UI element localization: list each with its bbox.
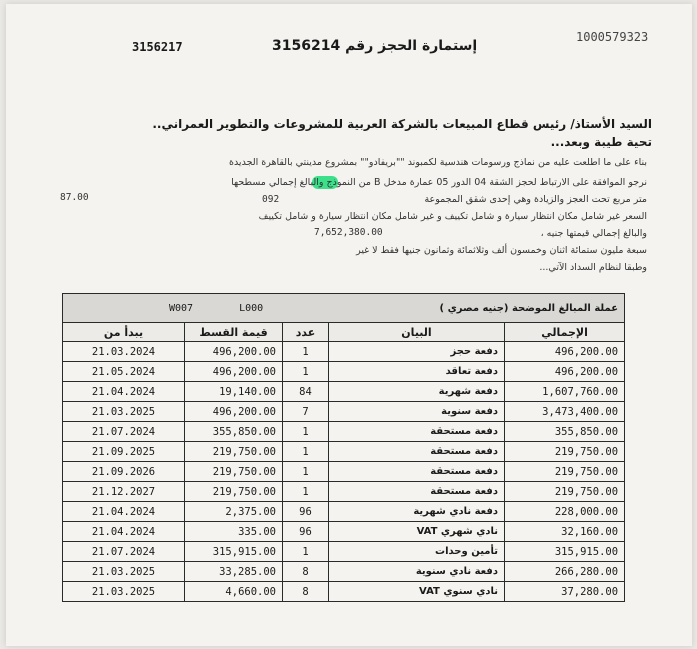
cell-installment: 496,200.00 xyxy=(185,402,283,422)
cell-total: 32,160.00 xyxy=(505,522,625,542)
cell-installment: 315,915.00 xyxy=(185,542,283,562)
col-description: البيان xyxy=(329,323,505,342)
cell-description: دفعة مستحقة xyxy=(329,442,505,462)
group-number: 092 xyxy=(262,194,280,205)
cell-installment: 4,660.00 xyxy=(185,582,283,602)
cell-description: VAT نادي سنوي xyxy=(329,582,505,602)
letter-line: السعر غير شامل مكان انتظار سيارة و شامل تكييف و غير شامل مكان انتظار سيارة و شامل تكييف xyxy=(258,211,647,222)
cell-total: 228,000.00 xyxy=(505,502,625,522)
cell-count: 1 xyxy=(283,422,329,442)
document-number: 1000579323 xyxy=(576,30,649,44)
table-row xyxy=(63,442,625,462)
greeting: تحية طيبة وبعد... xyxy=(550,135,652,149)
col-total: الإجمالي xyxy=(505,323,625,342)
table-row xyxy=(63,482,625,502)
cell-total: 219,750.00 xyxy=(505,462,625,482)
col-count: عدد xyxy=(283,323,329,342)
cell-description: دفعة نادي شهرية xyxy=(329,502,505,522)
cell-installment: 219,750.00 xyxy=(185,462,283,482)
cell-count: 96 xyxy=(283,522,329,542)
cell-total: 37,280.00 xyxy=(505,582,625,602)
cell-count: 8 xyxy=(283,582,329,602)
cell-start-date: 21.07.2024 xyxy=(63,542,185,562)
currency-label: عملة المبالغ الموضحة (جنيه مصري ) xyxy=(283,294,625,323)
cell-start-date: 21.09.2026 xyxy=(63,462,185,482)
cell-installment: 219,750.00 xyxy=(185,482,283,502)
cell-total: 496,200.00 xyxy=(505,362,625,382)
cell-description: دفعة حجز xyxy=(329,342,505,362)
cell-description: دفعة نادي سنوية xyxy=(329,562,505,582)
form-title: إستمارة الحجز رقم 3156214 xyxy=(272,38,478,54)
table-row xyxy=(63,542,625,562)
cell-total: 3,473,400.00 xyxy=(505,402,625,422)
salutation: السيد الأستاذ/ رئيس قطاع المبيعات بالشركة العربية للمشروعات والتطوير العمراني.. xyxy=(152,117,652,131)
header-codes xyxy=(63,294,283,323)
letter-line: نرجو الموافقة على الارتباط لحجز الشقة 04 الدور 05 عمارة مدخل B من النموذج والبالغ إجمالي مسطحها xyxy=(231,177,647,188)
cell-count: 96 xyxy=(283,502,329,522)
cell-count: 7 xyxy=(283,402,329,422)
table-row xyxy=(63,422,625,442)
cell-start-date: 21.09.2025 xyxy=(63,442,185,462)
cell-description: دفعة تعاقد xyxy=(329,362,505,382)
cell-start-date: 21.03.2025 xyxy=(63,562,185,582)
cell-description: تأمين وحدات xyxy=(329,542,505,562)
unit-area: 87.00 xyxy=(60,192,89,203)
cell-total: 315,915.00 xyxy=(505,542,625,562)
cell-count: 1 xyxy=(283,442,329,462)
cell-start-date: 21.07.2024 xyxy=(63,422,185,442)
total-value: 7,652,380.00 xyxy=(314,227,383,238)
table-header-top xyxy=(63,294,625,323)
cell-installment: 496,200.00 xyxy=(185,342,283,362)
table-row xyxy=(63,462,625,482)
table-row xyxy=(63,582,625,602)
letter-line: بناء على ما اطلعت عليه من نماذج ورسومات هندسية لكمبوند ""بريفادو"" بمشروع مدينتي بالقاهرة الجديدة xyxy=(228,157,647,168)
cell-start-date: 21.04.2024 xyxy=(63,382,185,402)
cell-description: دفعة شهرية xyxy=(329,382,505,402)
table-row xyxy=(63,382,625,402)
cell-count: 1 xyxy=(283,342,329,362)
table-row xyxy=(63,502,625,522)
cell-total: 1,607,760.00 xyxy=(505,382,625,402)
cell-start-date: 21.12.2027 xyxy=(63,482,185,502)
cell-total: 219,750.00 xyxy=(505,482,625,502)
letter-line: سبعة مليون ستمائة اثنان وخمسون ألف وثلاثمائة وثمانون جنيها فقط لا غير xyxy=(356,245,647,256)
cell-start-date: 21.03.2024 xyxy=(63,342,185,362)
cell-start-date: 21.03.2025 xyxy=(63,402,185,422)
code-left: W007 xyxy=(169,302,194,314)
reference-number: 3156217 xyxy=(132,40,183,54)
cell-description: دفعة مستحقة xyxy=(329,422,505,442)
cell-total: 219,750.00 xyxy=(505,442,625,462)
letter-line: وطبقا لنظام السداد الآتي... xyxy=(539,262,647,273)
cell-installment: 335.00 xyxy=(185,522,283,542)
cell-count: 1 xyxy=(283,462,329,482)
cell-count: 84 xyxy=(283,382,329,402)
cell-start-date: 21.03.2025 xyxy=(63,582,185,602)
table-row xyxy=(63,362,625,382)
payment-schedule-table xyxy=(62,293,625,602)
cell-description: دفعة مستحقة xyxy=(329,462,505,482)
table-column-headers xyxy=(63,323,625,342)
cell-start-date: 21.04.2024 xyxy=(63,502,185,522)
cell-count: 1 xyxy=(283,362,329,382)
letter-line: والبالغ إجمالي قيمتها جنيه ، xyxy=(540,228,647,239)
cell-count: 8 xyxy=(283,562,329,582)
cell-installment: 19,140.00 xyxy=(185,382,283,402)
table-row xyxy=(63,402,625,422)
col-installment: قيمة القسط xyxy=(185,323,283,342)
cell-installment: 33,285.00 xyxy=(185,562,283,582)
cell-total: 496,200.00 xyxy=(505,342,625,362)
table-row xyxy=(63,342,625,362)
cell-description: VAT نادي شهري xyxy=(329,522,505,542)
table-row xyxy=(63,562,625,582)
cell-total: 266,280.00 xyxy=(505,562,625,582)
code-right: L000 xyxy=(239,302,264,314)
cell-description: دفعة مستحقة xyxy=(329,482,505,502)
cell-installment: 219,750.00 xyxy=(185,442,283,462)
table-row xyxy=(63,522,625,542)
cell-total: 355,850.00 xyxy=(505,422,625,442)
cell-start-date: 21.04.2024 xyxy=(63,522,185,542)
cell-installment: 496,200.00 xyxy=(185,362,283,382)
cell-start-date: 21.05.2024 xyxy=(63,362,185,382)
cell-count: 1 xyxy=(283,482,329,502)
col-start-date: يبدأ من xyxy=(63,323,185,342)
letter-line: متر مربع تحت العجز والزيادة وهي إحدى شقق المجموعة xyxy=(424,194,647,205)
cell-installment: 355,850.00 xyxy=(185,422,283,442)
cell-installment: 2,375.00 xyxy=(185,502,283,522)
cell-count: 1 xyxy=(283,542,329,562)
cell-description: دفعة سنوية xyxy=(329,402,505,422)
